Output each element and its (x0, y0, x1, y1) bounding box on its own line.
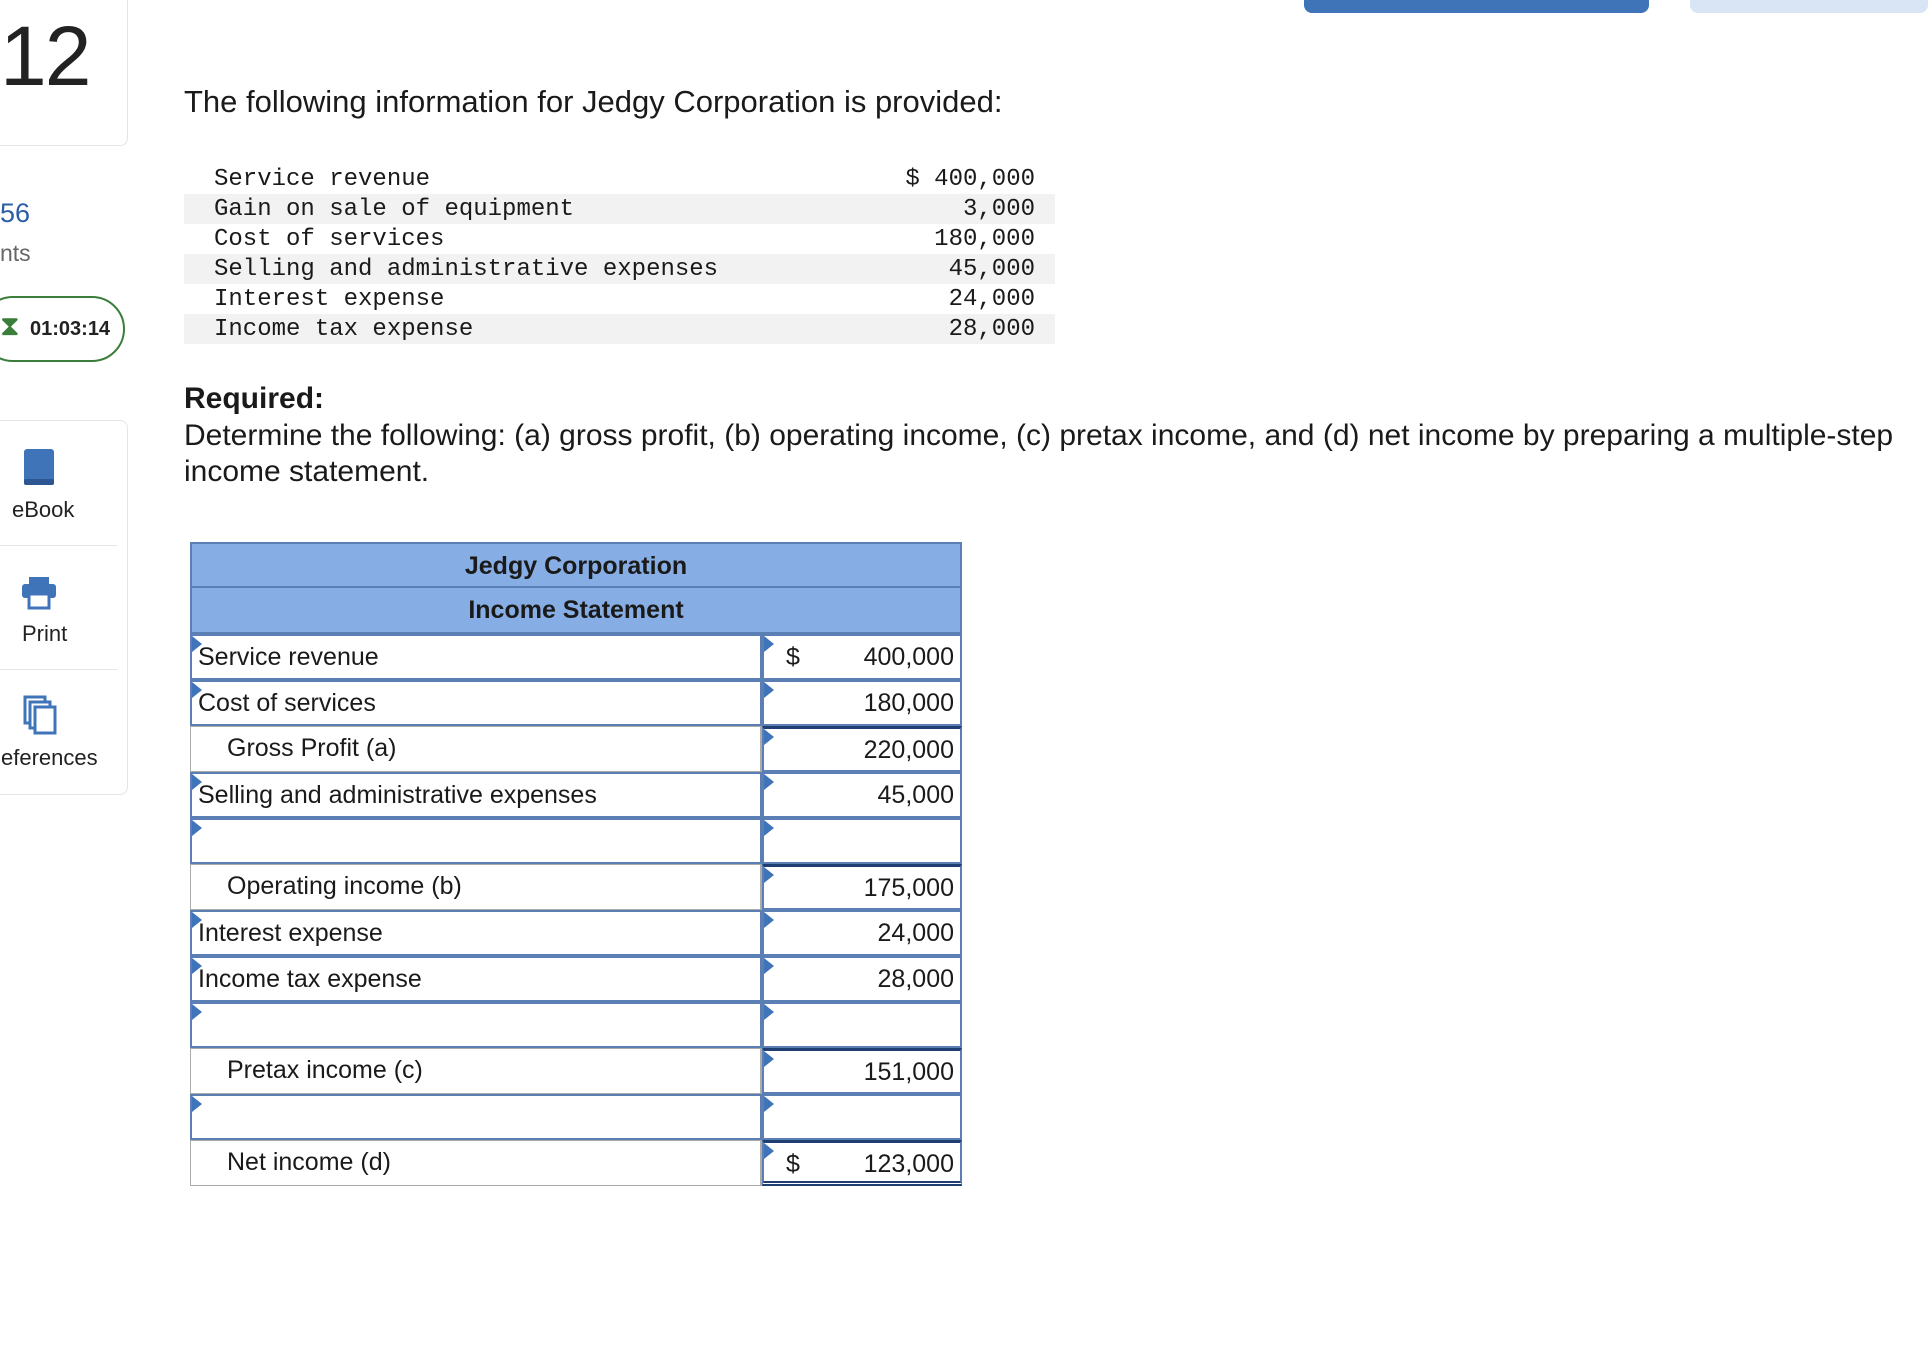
dropdown-flag-icon (764, 636, 774, 652)
given-data-table (184, 164, 1055, 344)
question-number: 12 (0, 9, 90, 103)
dropdown-flag-icon (192, 682, 202, 698)
ebook-icon (19, 445, 59, 489)
statement-row (190, 726, 962, 772)
statement-row (190, 1048, 962, 1094)
dropdown-flag-icon (192, 958, 202, 974)
dropdown-flag-icon (192, 1096, 202, 1112)
label-input[interactable]: Cost of services (190, 680, 762, 726)
given-row (184, 314, 1055, 344)
dropdown-flag-icon (764, 1004, 774, 1020)
label-input[interactable]: Interest expense (190, 910, 762, 956)
amount-input[interactable]: 180,000 (762, 680, 962, 726)
timer-text: 01:03:14 (30, 318, 111, 340)
statement-row (190, 680, 962, 726)
given-row (184, 224, 1055, 254)
print-button[interactable] (0, 545, 117, 670)
label-input[interactable]: Income tax expense (190, 956, 762, 1002)
statement-row (190, 818, 962, 864)
given-value: 28,000 (864, 314, 1055, 344)
given-value: 45,000 (864, 254, 1055, 284)
dropdown-flag-icon (192, 774, 202, 790)
required-heading: Required: (184, 382, 325, 415)
amount-input[interactable]: 151,000 (762, 1048, 962, 1094)
statement-company: Jedgy Corporation (190, 542, 962, 588)
dropdown-flag-icon (192, 820, 202, 836)
dropdown-flag-icon (764, 1143, 774, 1159)
amount-input[interactable]: $ 123,000 (762, 1140, 962, 1186)
dropdown-flag-icon (764, 774, 774, 790)
print-label: Print (22, 621, 68, 646)
dropdown-flag-icon (764, 1051, 774, 1067)
income-statement (190, 542, 962, 1186)
amount-input[interactable]: 175,000 (762, 864, 962, 910)
references-icon (19, 693, 59, 737)
dropdown-flag-icon (764, 682, 774, 698)
amount-input[interactable]: 24,000 (762, 910, 962, 956)
dropdown-flag-icon (764, 1096, 774, 1112)
references-label: eferences (1, 745, 98, 770)
label-input[interactable] (190, 818, 762, 864)
points-label: nts (0, 240, 31, 266)
given-value: 180,000 (934, 225, 1035, 253)
dropdown-flag-icon (192, 636, 202, 652)
tools-panel (0, 420, 128, 795)
statement-row (190, 772, 962, 818)
given-label: Service revenue (214, 165, 431, 193)
amount-input[interactable]: 45,000 (762, 772, 962, 818)
question-intro: The following information for Jedgy Corporation is provided: (184, 84, 1003, 119)
references-button[interactable] (0, 669, 117, 793)
statement-row (190, 864, 962, 910)
given-row (184, 164, 1055, 194)
label-input[interactable]: Service revenue (190, 634, 762, 680)
subtotal-label: Pretax income (c) (190, 1048, 762, 1094)
subtotal-label: Gross Profit (a) (190, 726, 762, 772)
statement-row (190, 1094, 962, 1140)
statement-row (190, 1140, 962, 1186)
amount-input[interactable]: $ 400,000 (762, 634, 962, 680)
label-input[interactable] (190, 1002, 762, 1048)
given-row (184, 194, 1055, 224)
given-value: 24,000 (948, 285, 1035, 313)
given-label: Interest expense (214, 285, 445, 313)
total-label: Net income (d) (190, 1140, 762, 1186)
amount-input[interactable] (762, 818, 962, 864)
top-primary-button[interactable] (1304, 0, 1649, 13)
statement-row (190, 956, 962, 1002)
print-icon (19, 569, 59, 613)
given-value: 3,000 (864, 194, 1055, 224)
points-value: 56 (0, 198, 31, 228)
amount-input[interactable]: 28,000 (762, 956, 962, 1002)
dropdown-flag-icon (764, 958, 774, 974)
ebook-label: eBook (12, 497, 75, 522)
hourglass-icon: ⧗ (0, 310, 20, 341)
label-input[interactable] (190, 1094, 762, 1140)
dropdown-flag-icon (764, 729, 774, 745)
timer[interactable] (0, 296, 125, 362)
amount-input[interactable] (762, 1094, 962, 1140)
given-label: Selling and administrative expenses (184, 254, 864, 284)
statement-title: Income Statement (190, 588, 962, 634)
amount-input[interactable] (762, 1002, 962, 1048)
dropdown-flag-icon (192, 912, 202, 928)
ebook-button[interactable] (0, 421, 117, 546)
statement-row (190, 1002, 962, 1048)
given-label: Income tax expense (184, 314, 864, 344)
given-label: Gain on sale of equipment (184, 194, 864, 224)
label-input[interactable]: Selling and administrative expenses (190, 772, 762, 818)
amount-input[interactable]: 220,000 (762, 726, 962, 772)
dropdown-flag-icon (764, 820, 774, 836)
given-label: Cost of services (214, 225, 445, 253)
given-row (184, 254, 1055, 284)
subtotal-label: Operating income (b) (190, 864, 762, 910)
statement-row (190, 634, 962, 680)
given-value: $ 400,000 (905, 165, 1035, 193)
top-secondary-button[interactable] (1690, 0, 1928, 13)
dropdown-flag-icon (192, 1004, 202, 1020)
required-text: Determine the following: (a) gross profit, (b) operating income, (c) pretax income, and (d) net income by preparing a multiple-step income statement. (184, 419, 1894, 488)
given-row (184, 284, 1055, 314)
dropdown-flag-icon (764, 912, 774, 928)
dropdown-flag-icon (764, 867, 774, 883)
statement-row (190, 910, 962, 956)
